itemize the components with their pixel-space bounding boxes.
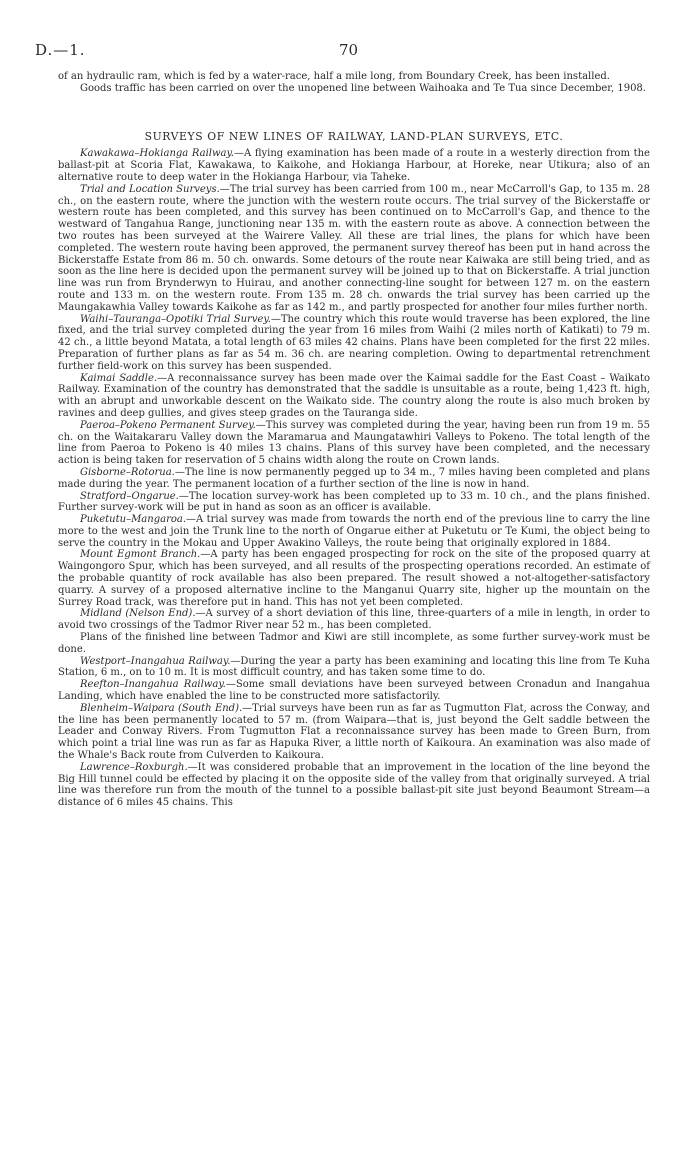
paragraph	[58, 679, 650, 703]
intro-paragraph: Goods traffic has been carried on over the unopened line between Waihoaka and Te Tua since December, 1908.	[80, 82, 646, 94]
paragraph-lead: Kaimai Saddle.	[80, 372, 158, 384]
paragraph	[58, 656, 650, 680]
paragraph	[58, 314, 650, 373]
paragraph-lead: Mount Egmont Branch.	[80, 549, 201, 561]
paragraph	[58, 514, 650, 549]
paragraph-text: Plans of the finished line between Tadmor and Kiwi are still incomplete, as some further survey-work must be done.	[58, 632, 650, 655]
paragraph-lead: Reefton–Inangahua Railway.	[80, 679, 226, 691]
paragraph-lead: Stratford–Ongarue.	[80, 490, 179, 502]
paragraph-lead: Lawrence–Roxburgh.	[80, 761, 188, 773]
paragraph-lead: Kawakawa–Hokianga Railway.	[80, 148, 235, 160]
paragraph-text: —During the year a party has been examining and locating this line from Te Kuha Station, 6 m., on to 10 m. It is most difficult country, and has taken some time to do.	[58, 655, 650, 679]
page-number: 70	[339, 41, 359, 59]
paragraph	[58, 420, 650, 467]
paragraph-lead: Paeroa–Pokeno Permanent Survey.	[80, 419, 256, 431]
paragraph-text: —A flying examination has been made of a route in a westerly direction from the ballast-pit at Scoria Flat, Kawakawa, to Kaikohe, and Hokianga Harbour, at Horeke, near Utikura; also of an alternative route to deep water in the Hokianga Harbour, via Taheke.	[58, 148, 650, 183]
paragraph	[58, 549, 650, 608]
paragraph	[58, 762, 650, 809]
paragraph-text: —The line is now permanently pegged up to 34 m., 7 miles having been completed and plans made during the year. The permanent location of a further section of the line is now in hand.	[58, 466, 650, 490]
section-heading: SURVEYS OF NEW LINES OF RAILWAY, LAND-PLAN SURVEYS, ETC.	[144, 129, 564, 143]
paragraph-lead: Puketutu–Mangaroa.	[80, 514, 187, 526]
paragraph-text: —A trial survey was made from towards the north end of the previous line to carry the line more to the west and join the Trunk line to the north of Ongarue either at Puketutu or Te Kumi, the object being to serve the country in the Mokau and Upper Awakino Valleys, the route being that originally explored in 1884.	[58, 514, 650, 549]
paragraph-text: —A reconnaissance survey has been made over the Kaimai saddle for the East Coast – Waikato Railway. Examination of the country has demonstrated that the saddle is unsuitable as a route, being 1,423 ft. high, with an abrupt and unworkable descent on the Waikato side. The country along the route is also much broken by ravines and deep gullies, and gives steep grades on the Tauranga side.	[58, 372, 650, 419]
paragraph-text: —Trial surveys have been run as far as Tugmutton Flat, across the Conway, and the line has been permanently located to 57 m. (from Waipara—that is, just beyond the Gelt saddle between the Leader and Conway Rivers. From Tugmutton Flat a reconnaissance survey has been made to Green Burn, from which point a trial line was run as far as Hapuka River, a little north of Kaikoura. An examination was also made of the Whale's Back route from Culverden to Kaikoura.	[58, 702, 650, 762]
intro-paragraph: of an hydraulic ram, which is fed by a water-race, half a mile long, from Boundary Creek, has been installed.	[58, 71, 610, 82]
paragraph-lead: Blenheim–Waipara (South End).	[80, 702, 243, 714]
paragraph	[58, 632, 650, 656]
paragraph-text: —It was considered probable that an improvement in the location of the line beyond the Big Hill tunnel could be effected by placing it on the opposite side of the valley from that originally surveyed. A trial line was therefore run from the mouth of the tunnel to a possible ballast-pit site just beyond Beaumont Stream—a distance of 6 miles 45 chains. This	[58, 761, 650, 809]
paragraph-lead: Gisborne–Rotorua.	[80, 466, 175, 478]
paragraph-text: —A survey of a short deviation of this line, three-quarters of a mile in length, in order to avoid two crossings of the Tadmor River near 52 m., has been completed.	[58, 608, 651, 632]
paragraph	[58, 373, 650, 420]
paragraph-lead: Trial and Location Surveys.	[80, 183, 220, 195]
paragraph	[58, 608, 650, 632]
paragraph	[58, 148, 650, 183]
report-section-code: D.—1.	[35, 41, 86, 59]
paragraph-text: —Some small deviations have been surveyed between Cronadun and Inangahua Landing, which have enabled the line to be constructed more satisfactorily.	[58, 679, 650, 703]
paragraph-text: —The location survey-work has been completed up to 33 m. 10 ch., and the plans finished. Further survey-work will be put in hand as soon as an officer is available.	[58, 490, 650, 514]
document-body	[58, 71, 650, 809]
paragraph-lead: Midland (Nelson End).	[80, 608, 196, 620]
paragraph-text: —The trial survey has been carried from 100 m., near McCarroll's Gap, to 135 m. 28 ch., on the eastern route, where the junction with the western route occurs. The trial survey of the Bickerstaffe or western route has been completed, and this survey has been continued on to McCarroll's Gap, and thence to the westward of Tangahua Range, junctioning near 135 m. with the eastern route as above. A connection between the two routes has been surveyed at the Wairere Valley. All these are trial lines, the plans for which have been completed. The western route having been approved, the permanent survey thereof has been put in hand across the Bickerstaffe Estate from 86 m. 50 ch. onwards. Some detours of the route near Kaiwaka are still being tried, and as soon as the line here is decided upon the permanent survey will be joined up to that on Bickerstaffe. A trial junction line was run from Brynderwyn to Huirau, and another connecting-line sought for between 127 m. on the eastern route and 133 m. on the western route. From 135 m. 28 ch. onwards the trial survey has been carried up the Maungakawhia Valley towards Kaikohe as far as 142 m., and partly prospected for another four miles further north.	[58, 183, 650, 313]
paragraph-lead: Waihi–Tauranga–Opotiki Trial Survey.	[80, 313, 271, 325]
paragraph	[58, 491, 650, 515]
paragraph-lead: Westport–Inangahua Railway.	[80, 655, 231, 667]
paragraph-text: —This survey was completed during the year, having been run from 19 m. 55 ch. on the Waitakararu Valley down the Maramarua and Maungatawhiri Valleys to Pokeno. The total length of the line from Paeroa to Pokeno is 40 miles 13 chains. Plans of this survey have been completed, and the necessary action is being taken for reservation of 5 chains width along the route on Crown lands.	[58, 419, 650, 467]
paragraph-text: —The country which this route would traverse has been explored, the line fixed, and the trial survey completed during the year from 16 miles from Waihi (2 miles north of Katikati) to 79 m. 42 ch., a little beyond Matata, a total length of 63 miles 42 chains. Plans have been completed for the first 22 miles. Preparation of further plans as far as 54 m. 36 ch. are nearing completion. Owing to departmental retrenchment further field-work on this survey has been suspended.	[58, 313, 650, 372]
paragraph	[58, 703, 650, 762]
paragraph	[58, 184, 650, 314]
paragraph-text: —A party has been engaged prospecting for rock on the site of the proposed quarry at Waingongoro Spur, which has been surveyed, and all results of the prospecting operations recorded. An estimate of the probable quantity of rock available has also been prepared. The result showed a not-altogether-satisfactory quarry. A survey of a proposed alternative incline to the Manganui Quarry site, higher up the mountain on the Surrey Road track, was therefore put in hand. This has not yet been completed.	[58, 549, 650, 608]
paragraph	[58, 467, 650, 491]
